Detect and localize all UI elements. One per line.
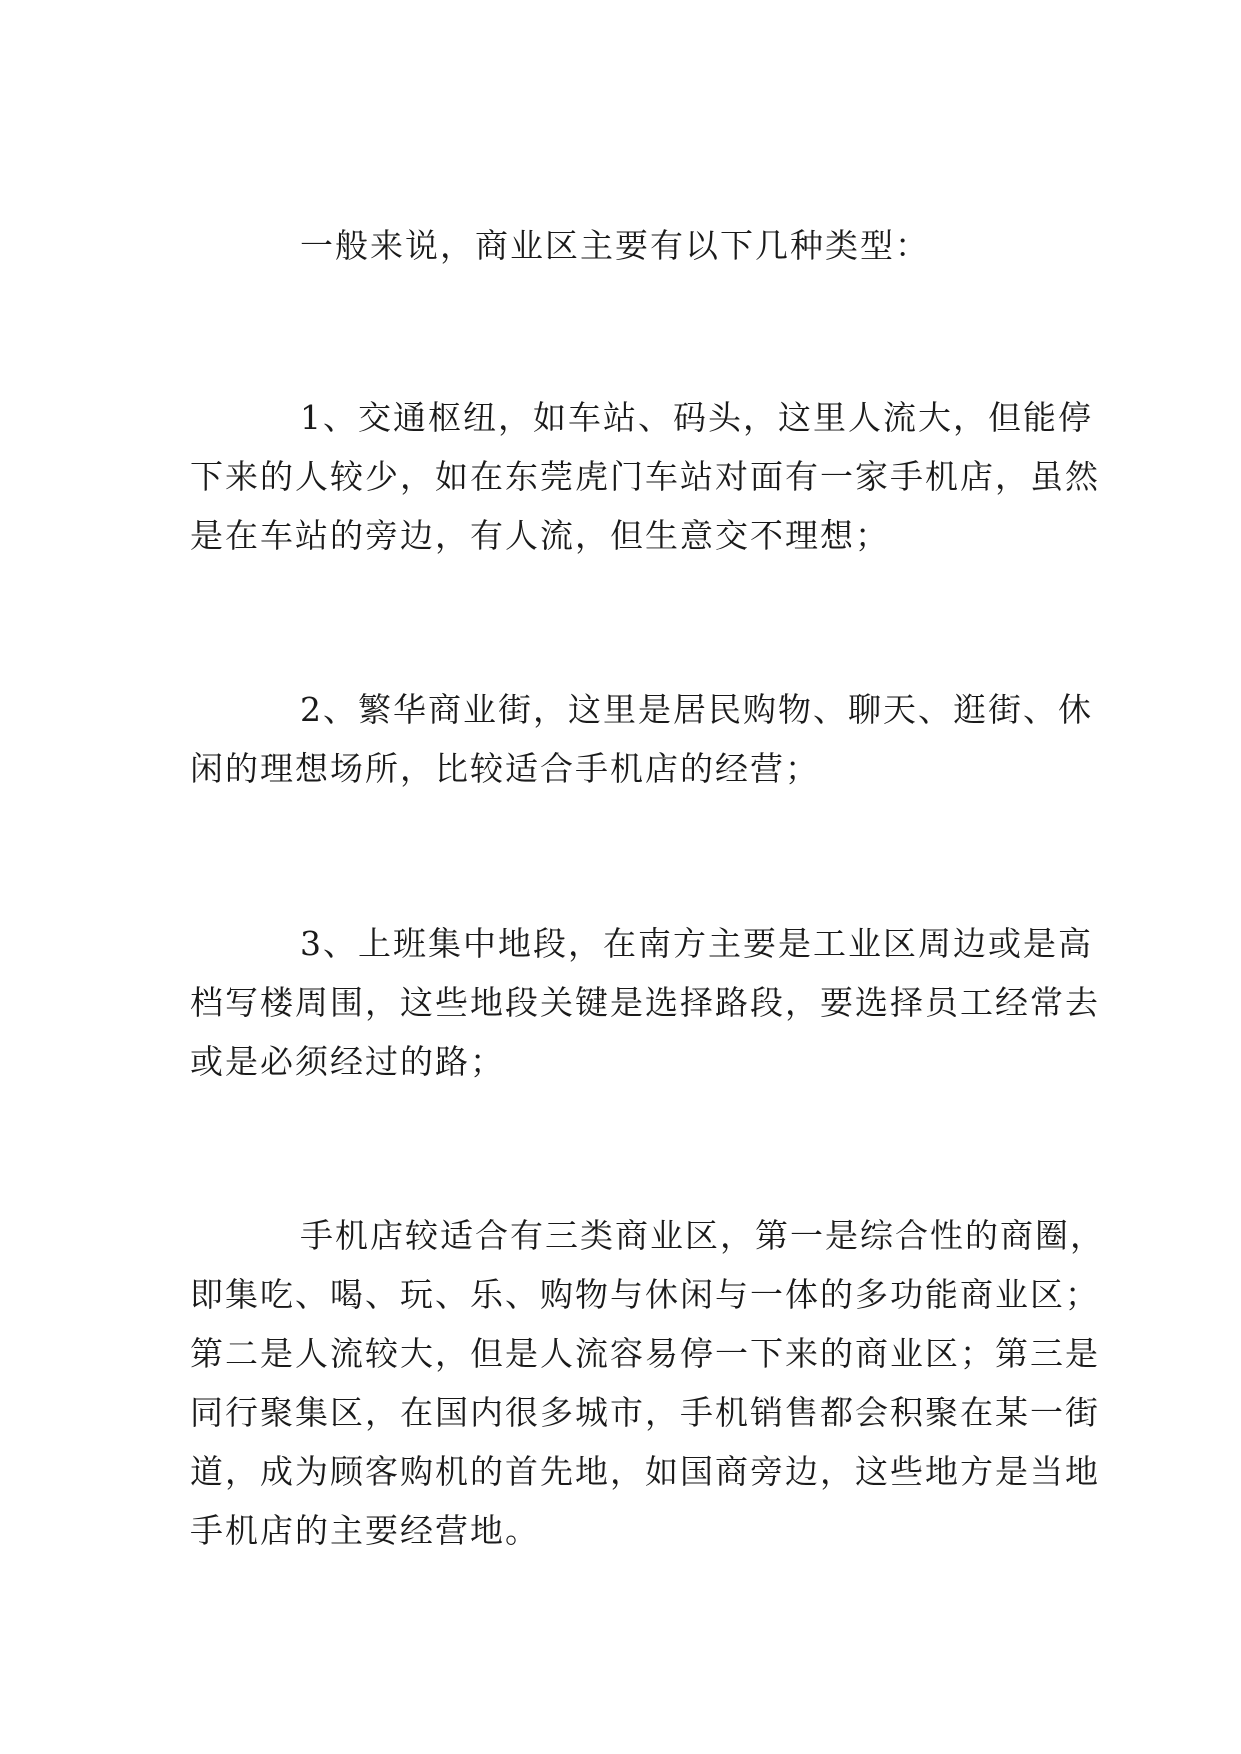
paragraph-line: 是在车站的旁边，有人流，但生意交不理想； bbox=[190, 516, 890, 555]
paragraph-line: 手机店较适合有三类商业区，第一是综合性的商圈， bbox=[300, 1216, 1105, 1255]
paragraph-line: 3、上班集中地段，在南方主要是工业区周边或是高 bbox=[300, 924, 1093, 963]
type-3-paragraph bbox=[190, 914, 1100, 1091]
paragraph-line: 第二是人流较大，但是人流容易停一下来的商业区；第三是 bbox=[190, 1334, 1100, 1373]
paragraph-line: 同行聚集区，在国内很多城市，手机销售都会积聚在某一街 bbox=[190, 1393, 1100, 1432]
paragraph-line: 道，成为顾客购机的首先地，如国商旁边，这些地方是当地 bbox=[190, 1452, 1100, 1491]
intro-paragraph bbox=[190, 216, 1070, 275]
paragraph-line: 1、交通枢纽，如车站、码头，这里人流大，但能停 bbox=[300, 398, 1093, 437]
paragraph-line: 或是必须经过的路； bbox=[190, 1042, 505, 1081]
paragraph-line: 一般来说，商业区主要有以下几种类型： bbox=[300, 226, 930, 265]
paragraph-line: 档写楼周围，这些地段关键是选择路段，要选择员工经常去 bbox=[190, 983, 1100, 1022]
paragraph-line: 闲的理想场所，比较适合手机店的经营； bbox=[190, 749, 820, 788]
type-2-paragraph bbox=[190, 680, 1093, 798]
paragraph-line: 下来的人较少，如在东莞虎门车站对面有一家手机店，虽然 bbox=[190, 457, 1100, 496]
paragraph-line: 手机店的主要经营地。 bbox=[190, 1511, 540, 1550]
paragraph-line: 即集吃、喝、玩、乐、购物与休闲与一体的多功能商业区； bbox=[190, 1275, 1100, 1314]
paragraph-line: 2、繁华商业街，这里是居民购物、聊天、逛街、休 bbox=[300, 690, 1093, 729]
summary-paragraph bbox=[190, 1206, 1105, 1560]
type-1-paragraph bbox=[190, 388, 1100, 565]
